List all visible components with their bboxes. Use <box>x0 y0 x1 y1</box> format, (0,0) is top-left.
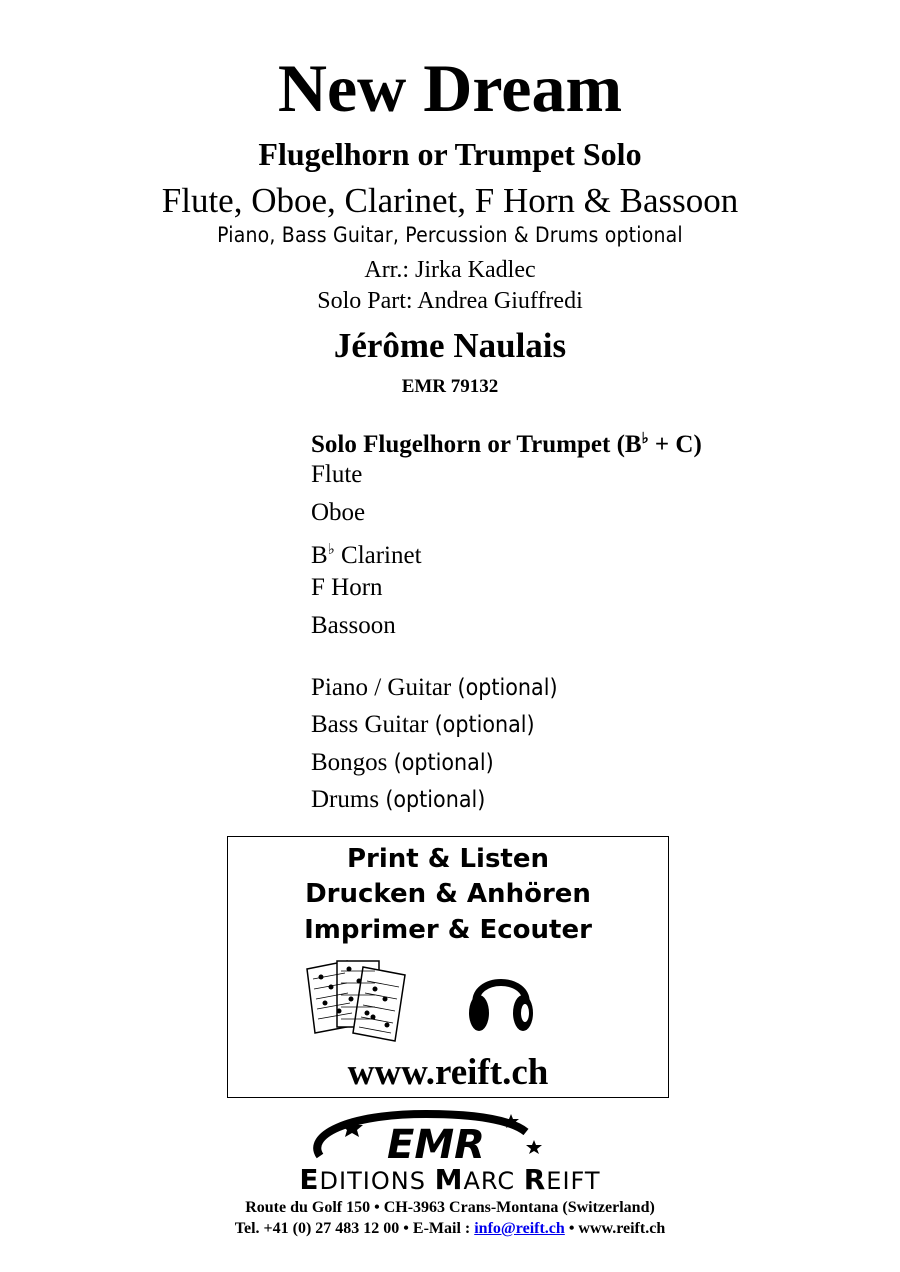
publisher-name-part: ARC <box>463 1167 524 1195</box>
promo-line-en: Print & Listen <box>346 844 550 874</box>
publisher-name-part: EIFT <box>546 1167 601 1195</box>
part-flute: Flute <box>311 461 363 488</box>
optional-label: (optional) <box>385 787 486 813</box>
publisher-phone: Tel. +41 (0) 27 483 12 00 • E-Mail : <box>234 1220 475 1237</box>
promo-line-fr: Imprimer & Ecouter <box>304 915 592 945</box>
subtitle: Flugelhorn or Trumpet Solo <box>258 136 642 172</box>
catalog-number: EMR 79132 <box>401 376 499 397</box>
email-link[interactable]: info@reift.ch <box>474 1220 565 1237</box>
part-bongos-name: Bongos <box>311 749 394 776</box>
promo-line-de: Drucken & Anhören <box>305 879 591 909</box>
part-oboe: Oboe <box>311 499 366 526</box>
part-clarinet-text: Clarinet <box>334 542 422 569</box>
logo-text: EMR <box>387 1122 485 1168</box>
part-solo <box>311 424 702 460</box>
part-drums-name: Drums <box>311 786 386 813</box>
flat-sign: ♭ <box>327 542 335 558</box>
solo-part-credit: Solo Part: Andrea Giuffredi <box>317 288 583 314</box>
publisher-name-part: DITIONS <box>319 1167 435 1195</box>
part-clarinet-key: B <box>311 542 328 569</box>
optional-label: (optional) <box>434 712 535 738</box>
publisher-contact <box>0 1219 900 1239</box>
part-bass <box>311 710 535 740</box>
part-piano-name: Piano / Guitar <box>311 674 458 701</box>
title: New Dream <box>277 50 623 126</box>
publisher-name-part: M <box>434 1163 464 1196</box>
part-bassoon: Bassoon <box>311 612 396 639</box>
part-horn: F Horn <box>311 574 383 601</box>
optional-label: (optional) <box>457 675 558 701</box>
part-bongos <box>311 748 494 778</box>
publisher-name-part: R <box>523 1163 547 1196</box>
website-url[interactable]: www.reift.ch <box>347 1052 549 1093</box>
optional-instruments: Piano, Bass Guitar, Percussion & Drums optional <box>217 223 683 247</box>
flat-sign: ♭ <box>641 431 649 447</box>
instrumentation: Flute, Oboe, Clarinet, F Horn & Bassoon <box>161 181 739 220</box>
headphones-icon <box>466 961 536 1037</box>
composer: Jérôme Naulais <box>333 326 567 365</box>
publisher-name-part: E <box>299 1163 320 1196</box>
part-clarinet <box>311 535 422 571</box>
part-solo-text: Solo Flugelhorn or Trumpet (B <box>311 431 642 458</box>
publisher-name <box>0 1163 900 1196</box>
optional-label: (optional) <box>393 750 494 776</box>
part-bass-name: Bass Guitar <box>311 711 435 738</box>
publisher-web[interactable]: • www.reift.ch <box>564 1220 666 1237</box>
publisher-address: Route du Golf 150 • CH-3963 Crans-Montana (Switzerland) <box>245 1199 655 1216</box>
emr-logo <box>306 1110 546 1170</box>
print-listen-box <box>227 836 669 1098</box>
part-drums <box>311 785 485 815</box>
part-solo-suffix: + C) <box>648 431 702 458</box>
sheet-music-icon <box>301 955 411 1045</box>
arranger: Arr.: Jirka Kadlec <box>364 257 536 283</box>
part-piano <box>311 673 558 703</box>
